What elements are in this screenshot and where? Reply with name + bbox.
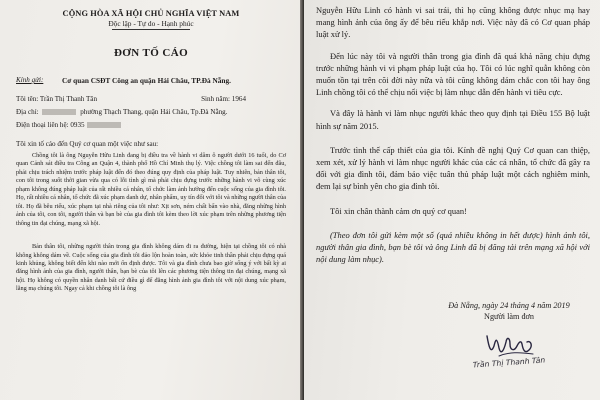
address-suffix: phường Thạch Thang, quận Hải Châu, Tp.Đà Nẵng. xyxy=(80,108,228,116)
sender-name-row xyxy=(16,95,286,104)
paragraph: Trước tình thế cấp thiết của gia tôi. Kính đề nghị Quý Cơ quan can thiệp, xem xét, xử lý hành vi làm nhục người khác của các cá nhân, tổ chức đã gây ra đối với gia đình tôi, đảm bảo việc tuân thủ pháp luật một cách nghiêm minh, đem lại sự bình yên cho gia đình tôi. xyxy=(316,144,590,192)
intro-line: Tôi xin tố cáo đến Quý cơ quan một việc như sau: xyxy=(16,140,159,148)
sender-birth-year: Sinh năm: 1964 xyxy=(201,95,246,103)
nation-header: CỘNG HÒA XÃ HỘI CHỦ NGHĨA VIỆT NAM xyxy=(62,9,240,18)
sender-address xyxy=(16,108,286,117)
paragraph: Chồng tôi là ông Nguyễn Hữu Linh đang bị điều tra về hành vi dâm ô người dưới 16 tuổi, do Cơ quan Cảnh sát điều tra Công an Quận 4, thành phố Hồ Chí Minh thụ lý. Việc chồng tôi làm sai đến đâu, phải chịu trách nhiệm trước pháp luật đến đó theo đúng quy định của pháp luật. Tuy nhiên, bản thân tôi, con tôi trong suốt thời gian vừa qua có lỗi tình gì mà phải chịu đựng trước những hành vi vô cùng xúc phạm không đúng pháp luật của rất nhiều cá nhân, tổ chức làm ảnh hưởng đến cuộc sống của gia đình tôi. Họ, rất nhiều cá nhân, tổ chức đã xúc phạm danh dự, nhân phẩm, uy tín đối với tôi và những người thân của tôi. Họ đã bêu riếu, xúc phạm tại nhà riêng của tôi như: Xịt sơn, ném chất bẩn vào nhà, đăng những hình ảnh của tôi, con tôi, người thân và bạn bè của gia đình tôi kèm theo lời xúc phạm trên những phương tiện thông tin đại chúng, mạng xã hội. xyxy=(16,152,286,227)
address-prefix: Địa chỉ: xyxy=(16,108,39,116)
signature-date: Đà Nẵng, ngày 24 tháng 4 năm 2019 xyxy=(448,301,570,310)
thanks-line: Tôi xin chân thành cảm ơn quý cơ quan! xyxy=(330,205,467,216)
attachment-note: (Theo đơn tôi gửi kèm một số (quá nhiều không in hết được) hình ảnh tôi, người thân gia đình, bạn bè tôi và ông Linh đã bị đăng tải trên mạng xã hội với nội dung làm nhục). xyxy=(316,229,590,265)
signature-role: Người làm đơn xyxy=(484,312,534,321)
redacted-block xyxy=(42,109,76,115)
paragraph: Nguyễn Hữu Linh có hành vi sai trái, thì họ cũng không được nhục mạ hay mang hình ảnh của ông ấy để bêu riếu khắp nơi. Việc này đã có Cơ quan pháp luật xử lý. xyxy=(316,5,590,40)
document-title: ĐƠN TỐ CÁO xyxy=(113,47,189,59)
recipient-line xyxy=(16,76,286,85)
signature-block xyxy=(434,300,584,370)
phone-prefix: Điện thoại liên hệ: 0935 xyxy=(16,121,85,129)
sender-name: Tôi tên: Trần Thị Thanh Tân xyxy=(16,95,97,103)
paragraph: Đến lúc này tôi và người thân trong gia đình đã quá khả năng chịu đựng trước những hành vi vi phạm pháp luật của họ. Tôi có lúc nghĩ quẫn không còn muốn tồn tại trên cõi đời này nữa và tôi cũng không dám chắc con tôi hay ông Linh chồng tôi có thể chịu nổi việc bị làm nhục dẫn đến hành vi tiêu cực. xyxy=(316,50,590,98)
sender-phone xyxy=(16,121,286,130)
redacted-block xyxy=(87,122,121,128)
motto: Độc lập - Tự do - Hạnh phúc xyxy=(108,19,194,28)
recipient-value: Cơ quan CSĐT Công an quận Hải Châu, TP.Đà Nẵng. xyxy=(62,76,231,85)
handwritten-name: Trần Thị Thanh Tân xyxy=(472,355,546,370)
right-body xyxy=(316,4,590,265)
paragraph: Bản thân tôi, những người thân trong gia đình không dám đi ra đường, hiện tại chồng tôi có nhà không không dám về. Cuộc sống của gia đình tôi đảo lộn hoàn toàn, sức khỏe tinh thần phải chịu đựng quá kinh khủng, không biết đến khi nào mới ổn định được. Tôi và gia đình chưa bao giờ sống ý với bất kỳ ai đăng hình ảnh của gia đình, người thân, bạn bè của tôi lên các phương tiện thông tin đại chúng, mạng xã hội. Họ không có quyền nhân danh bất cứ điều gì để đăng hình ảnh gia đình tôi với nội dung xúc phạm, lăng mạ chúng tôi. Ngay cả khi chồng tôi là ông xyxy=(16,243,286,293)
motto-underline xyxy=(112,29,190,30)
left-body xyxy=(16,152,286,294)
paragraph: Và đây là hành vi làm nhục người khác theo quy định tại Điều 155 Bộ luật hình sự năm 2015. xyxy=(316,108,590,131)
recipient-label: Kính gửi: xyxy=(16,76,44,84)
